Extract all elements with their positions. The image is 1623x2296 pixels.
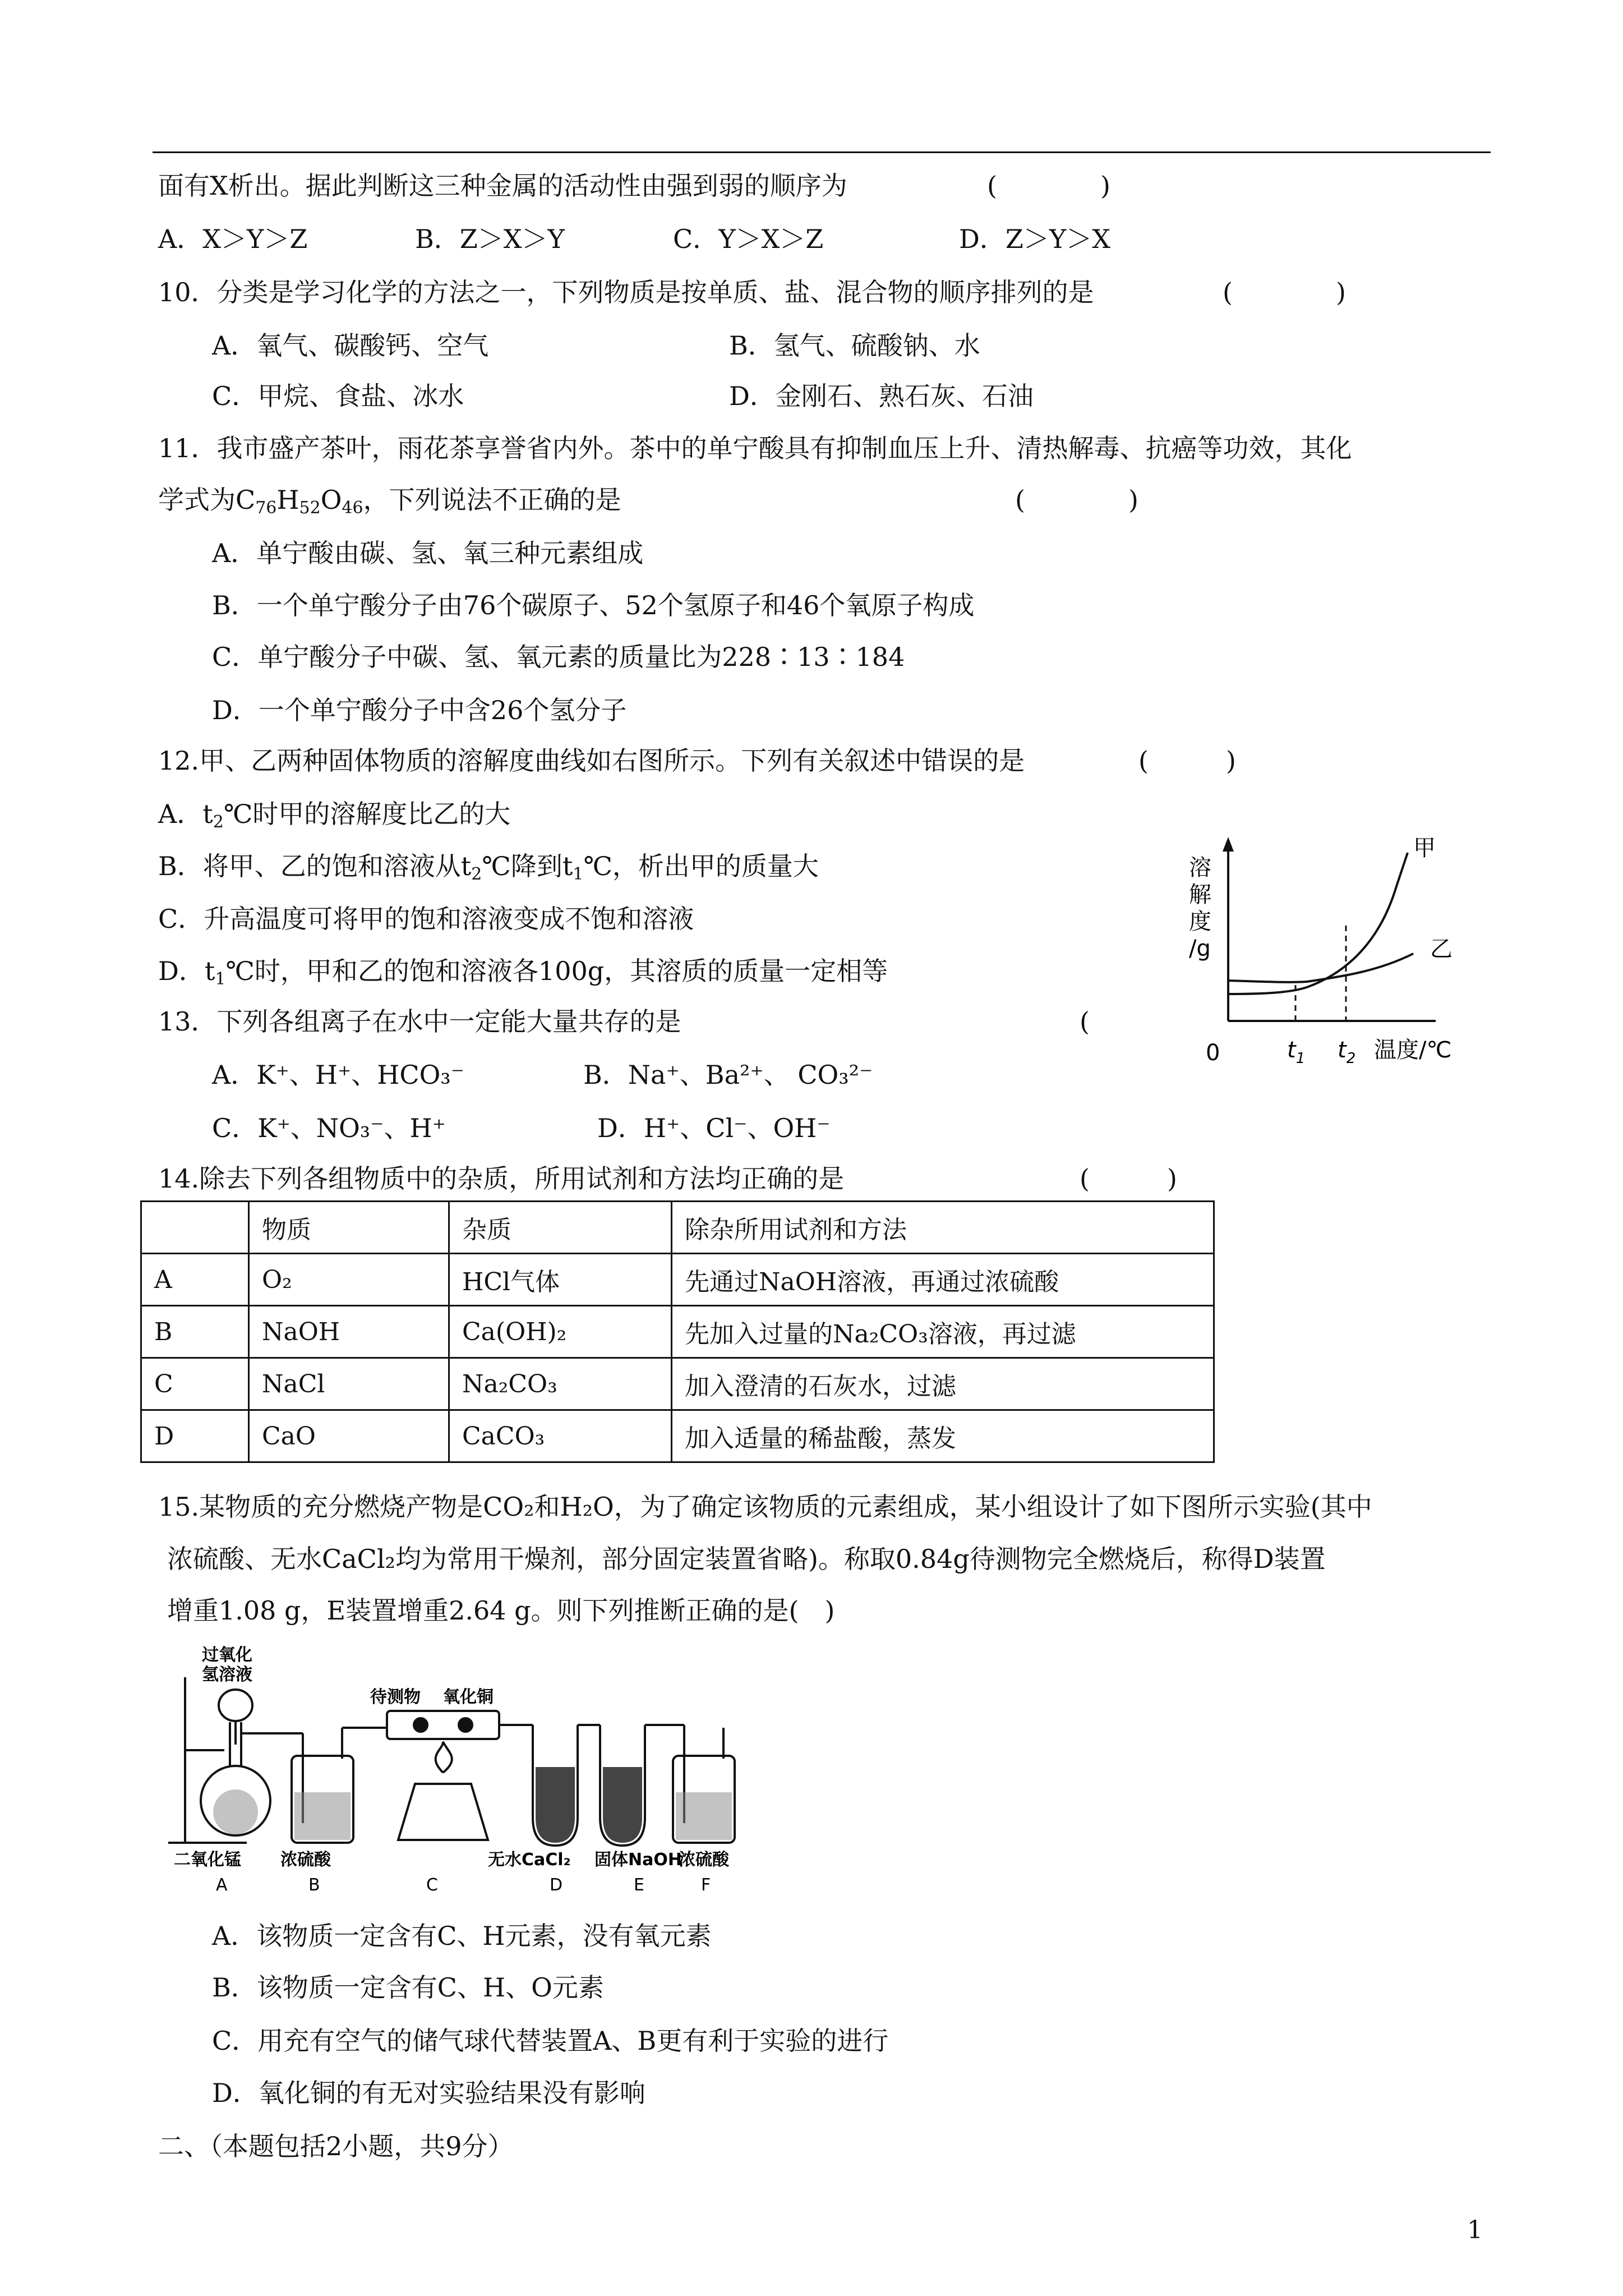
row-substance: NaCl — [249, 1358, 449, 1410]
q11-option-c: C．单宁酸分子中碳、氢、氧元素的质量比为228∶13∶184 — [212, 642, 905, 672]
ylabel-char-1: 溶 — [1189, 855, 1211, 881]
q10-option-b: B．氢气、硫酸钠、水 — [729, 330, 980, 361]
label-naoh: 固体NaOH — [594, 1850, 682, 1870]
curve-label-jia: 甲 — [1413, 835, 1436, 861]
q14-table — [140, 1200, 1215, 1463]
dropping-funnel — [219, 1690, 252, 1721]
q15-stem-line1: 15.某物质的充分燃烧产物是CO₂和H₂O，为了确定该物质的元素组成，某小组设计了如下图所示实验(其中 — [158, 1492, 1372, 1522]
row-method: 加入适量的稀盐酸，蒸发 — [672, 1410, 1214, 1462]
fill-e — [603, 1767, 642, 1843]
curve-jia — [1228, 853, 1408, 994]
q9-answer-paren: ( ) — [987, 171, 1110, 201]
q15-option-a: A．该物质一定含有C、H元素，没有氧元素 — [212, 1921, 712, 1951]
table-row — [141, 1358, 1214, 1410]
q13-option-d: D．H⁺、Cl⁻、OH⁻ — [597, 1113, 831, 1143]
q12-option-b: B．将甲、乙的饱和溶液从$t_2℃$降到$t_1℃$，析出甲的质量大 — [158, 851, 819, 884]
label-h2so4-b: 浓硫酸 — [280, 1850, 331, 1870]
letter-a: A — [216, 1875, 228, 1895]
curve-label-yi: 乙 — [1430, 936, 1453, 962]
q10-option-c: C．甲烷、食盐、冰水 — [212, 381, 464, 411]
burner — [398, 1784, 488, 1840]
q15-option-b: B．该物质一定含有C、H、O元素 — [212, 1972, 604, 2003]
label-sample: 待测物 — [370, 1687, 421, 1707]
apparatus-diagram — [163, 1638, 768, 1902]
q13-option-a: A．K⁺、H⁺、HCO₃⁻ — [212, 1060, 465, 1090]
flask-contents — [213, 1789, 258, 1834]
q15-option-c: C．用充有空气的储气球代替装置A、B更有利于实验的进行 — [212, 2026, 889, 2056]
q9-option-a: A．X＞Y＞Z — [158, 224, 308, 254]
row-method: 先加入过量的Na₂CO₃溶液，再过滤 — [672, 1306, 1214, 1358]
q11-option-d: D．一个单宁酸分子中含26个氢分子 — [212, 695, 627, 725]
q10-option-d: D．金刚石、熟石灰、石油 — [729, 381, 1034, 411]
ylabel-char-3: 度 — [1189, 909, 1211, 935]
letter-d: D — [550, 1875, 563, 1895]
row-impurity: HCl气体 — [449, 1254, 672, 1306]
row-label: C — [141, 1358, 249, 1410]
flame — [436, 1742, 452, 1773]
fill-d — [536, 1767, 575, 1843]
ylabel-char-2: 解 — [1189, 882, 1211, 908]
row-label: B — [141, 1306, 249, 1358]
row-substance: O₂ — [249, 1254, 449, 1306]
q14-stem: 14.除去下列各组物质中的杂质，所用试剂和方法均正确的是 — [158, 1163, 845, 1194]
section-two-heading: 二、（本题包括2小题，共9分） — [158, 2131, 514, 2161]
row-impurity: Na₂CO₃ — [449, 1358, 672, 1410]
q9-option-b: B．Z＞X＞Y — [415, 224, 565, 254]
label-h2o2-line2: 氢溶液 — [202, 1665, 252, 1685]
header-rule — [153, 151, 1491, 153]
combustion-tube — [387, 1711, 499, 1739]
q10-option-a: A．氧气、碳酸钙、空气 — [212, 330, 489, 361]
q9-continuation: 面有X析出。据此判断这三种金属的活动性由强到弱的顺序为 — [158, 171, 847, 201]
row-impurity: Ca(OH)₂ — [449, 1306, 672, 1358]
label-h2so4-f: 浓硫酸 — [679, 1850, 729, 1870]
row-impurity: CaCO₃ — [449, 1410, 672, 1462]
tick-t1: $t_1$ — [1287, 1037, 1306, 1067]
q13-option-c: C．K⁺、NO₃⁻、H⁺ — [212, 1113, 446, 1143]
q13-option-b: B．Na⁺、Ba²⁺、 CO₃²⁻ — [583, 1060, 873, 1090]
q15-stem-line3: 增重1.08 g，E装置增重2.64 g。则下列推断正确的是( ) — [167, 1595, 835, 1626]
q12-answer-paren: ( ) — [1138, 746, 1236, 776]
q9-option-c: C．Y＞X＞Z — [673, 224, 824, 254]
q11-stem-line2: 学式为$C_{76}H_{52}O_{46}$，下列说法不正确的是 — [158, 485, 621, 518]
table-row — [141, 1410, 1214, 1462]
letter-e: E — [634, 1875, 644, 1895]
row-method: 加入澄清的石灰水，过滤 — [672, 1358, 1214, 1410]
label-h2o2-line1: 过氧化 — [202, 1645, 252, 1665]
q15-option-d: D．氧化铜的有无对实验结果没有影响 — [212, 2078, 645, 2108]
q13-stem: 13．下列各组离子在水中一定能大量共存的是 — [158, 1006, 681, 1037]
q11-option-a: A．单宁酸由碳、氢、氧三种元素组成 — [212, 538, 644, 568]
q11-answer-paren: ( ) — [1015, 485, 1138, 515]
label-mno2: 二氧化锰 — [174, 1850, 241, 1870]
q12-stem: 12.甲、乙两种固体物质的溶解度曲线如右图所示。下列有关叙述中错误的是 — [158, 746, 1025, 776]
letter-c: C — [426, 1875, 438, 1895]
header-cell-substance: 物质 — [249, 1202, 449, 1254]
page-number: 1 — [1467, 2216, 1483, 2244]
q12-option-a: A．$t_2℃$时甲的溶解度比乙的大 — [158, 799, 511, 832]
header-cell-blank — [141, 1202, 249, 1254]
y-axis-arrow — [1223, 837, 1234, 852]
liquid-b — [294, 1792, 351, 1840]
q12-option-d: D．$t_1℃$时，甲和乙的饱和溶液各100g，其溶质的质量一定相等 — [158, 956, 888, 989]
q9-option-d: D．Z＞Y＞X — [959, 224, 1110, 254]
label-cacl2: 无水CaCl₂ — [488, 1850, 571, 1870]
table-header-row — [141, 1202, 1214, 1254]
ylabel-char-4: /g — [1189, 936, 1211, 961]
table-row — [141, 1306, 1214, 1358]
q10-answer-paren: ( ) — [1223, 277, 1346, 307]
tick-t2: $t_2$ — [1338, 1037, 1356, 1067]
row-substance: NaOH — [249, 1306, 449, 1358]
header-cell-impurity: 杂质 — [449, 1202, 672, 1254]
q12-option-c: C．升高温度可将甲的饱和溶液变成不饱和溶液 — [158, 904, 694, 934]
q13-answer-paren: ( — [1080, 1006, 1090, 1037]
q11-stem-line1: 11．我市盛产茶叶，雨花茶享誉省内外。茶中的单宁酸具有抑制血压上升、清热解毒、抗癌等功效，其化 — [158, 433, 1352, 463]
origin-label: 0 — [1206, 1040, 1220, 1066]
letter-b: B — [308, 1875, 320, 1895]
label-cuo: 氧化铜 — [443, 1687, 494, 1707]
row-substance: CaO — [249, 1410, 449, 1462]
letter-f: F — [701, 1875, 711, 1895]
row-label: A — [141, 1254, 249, 1306]
q10-stem: 10．分类是学习化学的方法之一，下列物质是按单质、盐、混合物的顺序排列的是 — [158, 277, 1094, 307]
row-method: 先通过NaOH溶液，再通过浓硫酸 — [672, 1254, 1214, 1306]
q14-answer-paren: ( ) — [1080, 1163, 1177, 1194]
solubility-curve-chart — [1166, 825, 1492, 1088]
liquid-f — [676, 1792, 732, 1840]
xlabel: 温度/℃ — [1374, 1037, 1452, 1063]
curve-yi — [1228, 954, 1413, 982]
row-label: D — [141, 1410, 249, 1462]
q15-stem-line2: 浓硫酸、无水CaCl₂均为常用干燥剂，部分固定装置省略)。称取0.84g待测物完全燃烧后，称得D装置 — [167, 1544, 1326, 1574]
q11-option-b: B．一个单宁酸分子由76个碳原子、52个氢原子和46个氧原子构成 — [212, 590, 975, 620]
header-cell-method: 除杂所用试剂和方法 — [672, 1202, 1214, 1254]
table-row — [141, 1254, 1214, 1306]
